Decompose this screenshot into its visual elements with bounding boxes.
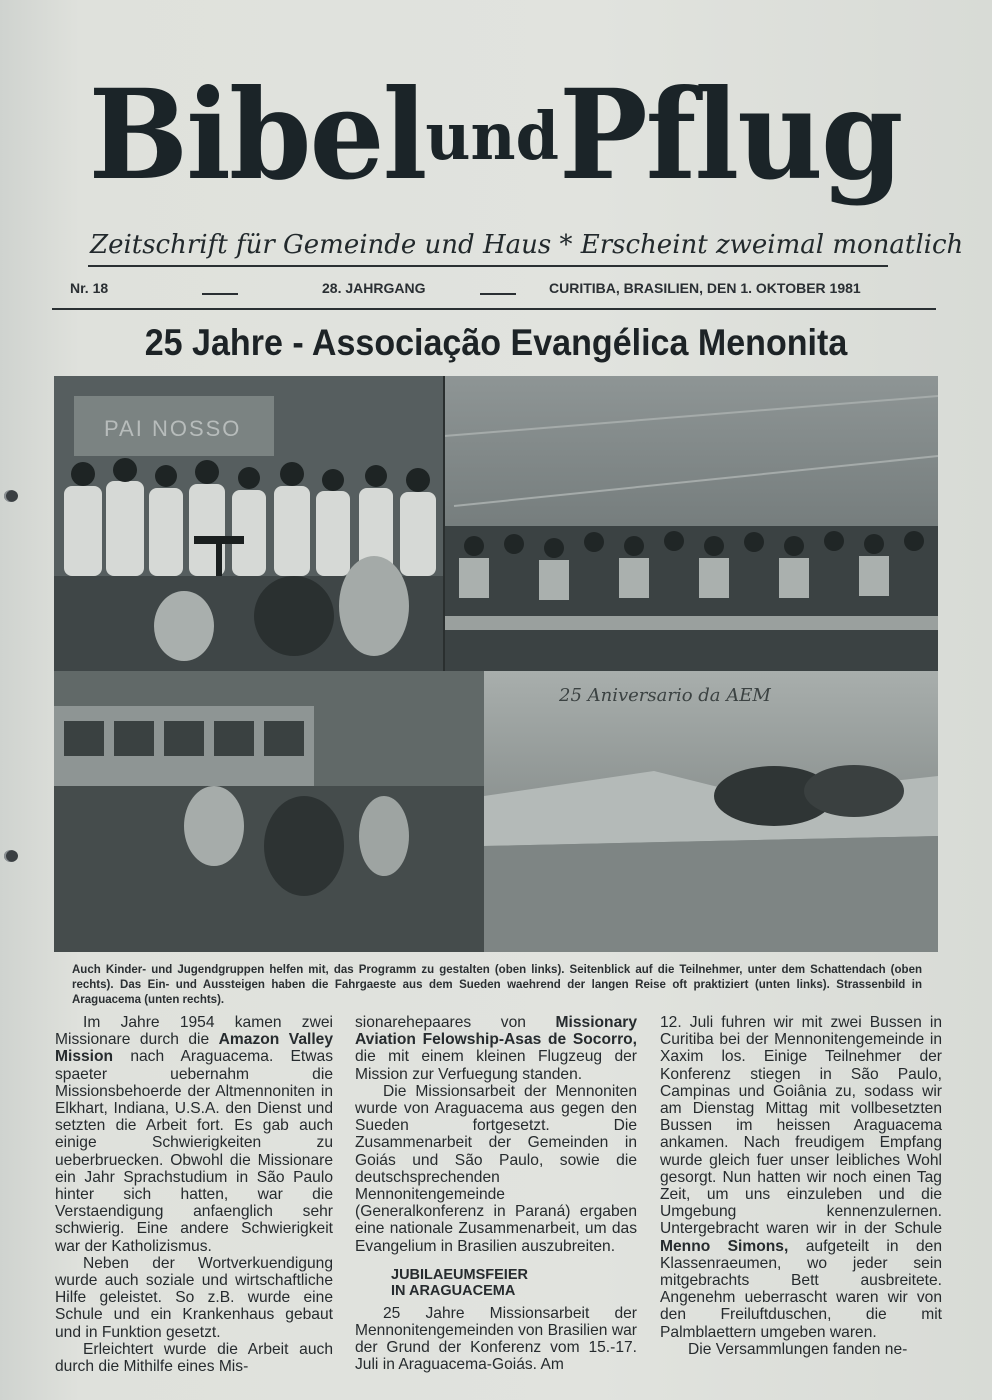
masthead-subtitle: Zeitschrift für Gemeinde und Haus * Erscheint zweimal monatlich xyxy=(90,230,964,260)
issue-info-bar xyxy=(52,276,936,302)
paragraph xyxy=(355,1014,637,1083)
masthead xyxy=(75,60,915,240)
article-column-1 xyxy=(55,1014,333,1375)
masthead-title xyxy=(88,56,901,216)
paragraph: Erleichtert wurde die Arbeit auch durch die Mithilfe eines Mis- xyxy=(55,1340,333,1376)
infobar-rule xyxy=(52,308,936,310)
paragraph: 25 Jahre Missionsarbeit der Mennonitengemeinden von Brasilien war der Grund der Konferenz vom 15.-17. Juli in Araguacema-Goiás. Am xyxy=(355,1304,637,1374)
bold-text: Missionary Aviation Felowship-Asas de Socorro, xyxy=(355,1014,637,1049)
section-subheading xyxy=(391,1267,637,1299)
photo-collage xyxy=(54,376,938,952)
issue-year: 28. JAHRGANG xyxy=(322,280,426,296)
photo-caption: Auch Kinder- und Jugendgruppen helfen mit, das Programm zu gestalten (oben links). Seitenblick auf die Teilnehmer, unter dem Schattendach (oben rechts). Das Ein- und Aussteigen haben die Fahrgaeste aus dem Sueden waehrend der langen Reise oft praktiziert (unten links). Strassenbild in Araguacema (unten rechts). xyxy=(72,964,922,1006)
text-run: sionarehepaares von xyxy=(355,1014,556,1031)
text-run: Im Jahre 1954 kamen zwei Missionare durch die xyxy=(55,1014,333,1049)
paragraph: Neben der Wortverkuendigung wurde auch soziale und wirtschaftliche Hilfe geleistet. So z.B. wurde eine Schule und ein Krankenhaus gebaut und in Funktion gesetzt. xyxy=(55,1254,333,1341)
issue-number: Nr. 18 xyxy=(70,280,109,296)
text-run: die mit einem kleinen Flugzeug der Mission zur Verfuegung standen. xyxy=(355,1048,637,1083)
paragraph xyxy=(660,1014,942,1341)
bold-text: Menno Simons, xyxy=(660,1237,789,1255)
issue-place-date: CURITIBA, BRASILIEN, DEN 1. OKTOBER 1981 xyxy=(549,280,861,296)
photo-collage-image xyxy=(54,376,938,952)
text-run: aufgeteilt in den Klassenraeumen, wo jeder sein mitgebrachts Bett ausbreitete. Angenehm ueberrascht waren wir von den Freiluftduschen, die mit Palmblaettern umgeben waren. xyxy=(660,1237,942,1341)
subheading-line: IN ARAGUACEMA xyxy=(391,1282,516,1299)
subheading-line: JUBILAEUMSFEIER xyxy=(391,1266,528,1283)
divider xyxy=(480,293,516,295)
paragraph: Die Missionsarbeit der Mennoniten wurde von Araguacema aus gegen den Sueden fortgesetzt. Die Zusammenarbeit der Gemeinden in Goiás und São Paulo, sowie die deutschsprechenden Mennonitengemeinde (Generalkonferenz in Paraná) ergaben eine nationale Zusammenarbeit, um das Evangelium in Brasilien auszubreiten. xyxy=(355,1082,637,1255)
masthead-title-und: und xyxy=(425,98,559,175)
handwritten-note: 25 Aniversario da AEM xyxy=(559,685,771,706)
banner-text: PAI NOSSO xyxy=(104,416,242,441)
paragraph: Die Versammlungen fanden ne- xyxy=(688,1340,908,1358)
divider xyxy=(202,293,238,295)
masthead-title-bibel: Bibel xyxy=(88,61,426,208)
bold-text: Amazon Valley Mission xyxy=(55,1031,334,1066)
article-column-3 xyxy=(660,1014,942,1358)
article-column-2 xyxy=(355,1014,637,1374)
binder-hole xyxy=(4,850,18,862)
paragraph xyxy=(55,1014,333,1255)
masthead-title-pflug: Pflug xyxy=(558,61,902,208)
binder-hole xyxy=(4,490,18,502)
headline: 25 Jahre - Associação Evangélica Menonita xyxy=(144,322,848,363)
subtitle-rule xyxy=(88,265,888,267)
text-run: nach Araguacema. Etwas spaeter uebernahm die Missionsbehoerde der Altmennoniten in Elkhart, Indiana, U.S.A. den Dienst und setzten die Arbeit fort. Es gab auch einige Schwierigkeiten zu ueberbruecken. Obwohl die Missionare ein Jahr Sprachstudium in São Paulo hinter sich hatten, war die Verstaendigung anfaenglich sehr schwierig. Eine andere Schwierigkeit war der Katholizismus. xyxy=(55,1048,333,1255)
text-run: 12. Juli fuhren wir mit zwei Bussen in Curitiba bei der Mennonitengemeinde in Xaxim los. Einige Teilnehmer der Konferenz stiegen in São Paulo, Campinas und Goiânia zu, sodass wir am Dienstag Mittag mit vollbesetzten Bussen im heissen Araguacema ankamen. Nach freudigem Empfang wurde gleich fuer unser leibliches Wohl gesorgt. Nun hatten wir noch einen Tag Zeit, um uns einzuleben und die Umgebung kennenzulernen. Untergebracht waren wir in der Schule xyxy=(660,1014,942,1238)
